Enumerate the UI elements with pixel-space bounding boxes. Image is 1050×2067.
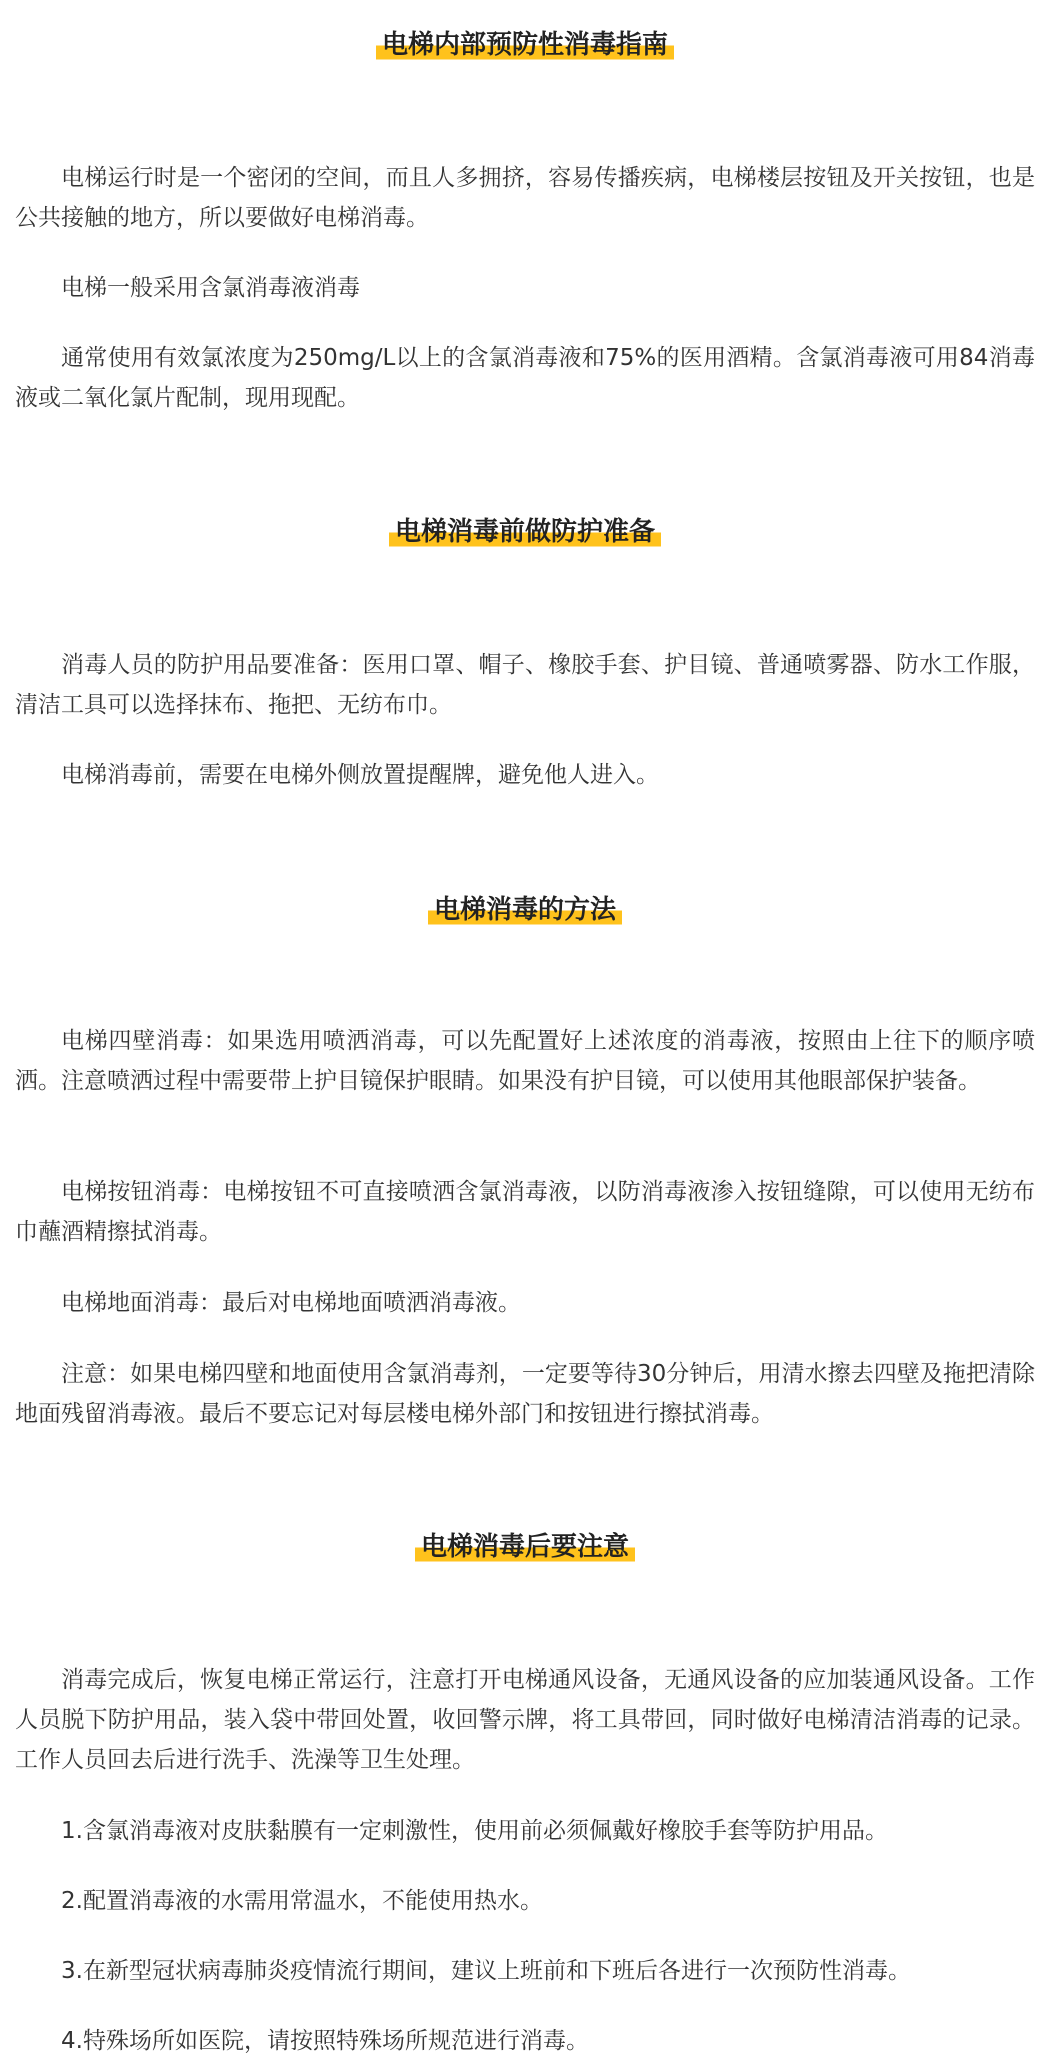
paragraph: 电梯四壁消毒：如果选用喷洒消毒，可以先配置好上述浓度的消毒液，按照由上往下的顺序喷洒。注意喷洒过程中需要带上护目镜保护眼睛。如果没有护目镜，可以使用其他眼部保护装备。 xyxy=(15,1028,1035,1094)
section-title-4: 电梯消毒后要注意 xyxy=(0,1530,1050,1564)
paragraph: 消毒人员的防护用品要准备：医用口罩、帽子、橡胶手套、护目镜、普通喷雾器、防水工作服，清洁工具可以选择抹布、拖把、无纺布巾。 xyxy=(15,652,1035,718)
paragraph: 3.在新型冠状病毒肺炎疫情流行期间，建议上班前和下班后各进行一次预防性消毒。 xyxy=(61,1958,911,1984)
paragraph: 电梯消毒前，需要在电梯外侧放置提醒牌，避免他人进入。 xyxy=(61,762,659,788)
section-title-3: 电梯消毒的方法 xyxy=(0,893,1050,927)
paragraph: 电梯地面消毒：最后对电梯地面喷洒消毒液。 xyxy=(61,1290,521,1316)
paragraph: 电梯按钮消毒：电梯按钮不可直接喷洒含氯消毒液，以防消毒液渗入按钮缝隙，可以使用无纺布巾蘸酒精擦拭消毒。 xyxy=(15,1179,1035,1245)
paragraph: 1.含氯消毒液对皮肤黏膜有一定刺激性，使用前必须佩戴好橡胶手套等防护用品。 xyxy=(61,1818,888,1844)
paragraph: 注意：如果电梯四壁和地面使用含氯消毒剂，一定要等待30分钟后，用清水擦去四壁及拖把清除地面残留消毒液。最后不要忘记对每层楼电梯外部门和按钮进行擦拭消毒。 xyxy=(15,1361,1035,1427)
section-title-1: 电梯内部预防性消毒指南 xyxy=(0,28,1050,62)
section-title-2: 电梯消毒前做防护准备 xyxy=(0,515,1050,549)
paragraph: 电梯运行时是一个密闭的空间，而且人多拥挤，容易传播疾病，电梯楼层按钮及开关按钮，也是公共接触的地方，所以要做好电梯消毒。 xyxy=(15,165,1035,231)
paragraph: 电梯一般采用含氯消毒液消毒 xyxy=(61,275,360,301)
paragraph: 通常使用有效氯浓度为250mg/L以上的含氯消毒液和75%的医用酒精。含氯消毒液可用84消毒液或二氧化氯片配制，现用现配。 xyxy=(15,345,1035,411)
paragraph: 消毒完成后，恢复电梯正常运行，注意打开电梯通风设备，无通风设备的应加装通风设备。工作人员脱下防护用品，装入袋中带回处置，收回警示牌，将工具带回，同时做好电梯清洁消毒的记录。工作人员回去后进行洗手、洗澡等卫生处理。 xyxy=(15,1667,1035,1773)
paragraph: 2.配置消毒液的水需用常温水，不能使用热水。 xyxy=(61,1888,543,1914)
paragraph: 4.特殊场所如医院，请按照特殊场所规范进行消毒。 xyxy=(61,2028,589,2054)
